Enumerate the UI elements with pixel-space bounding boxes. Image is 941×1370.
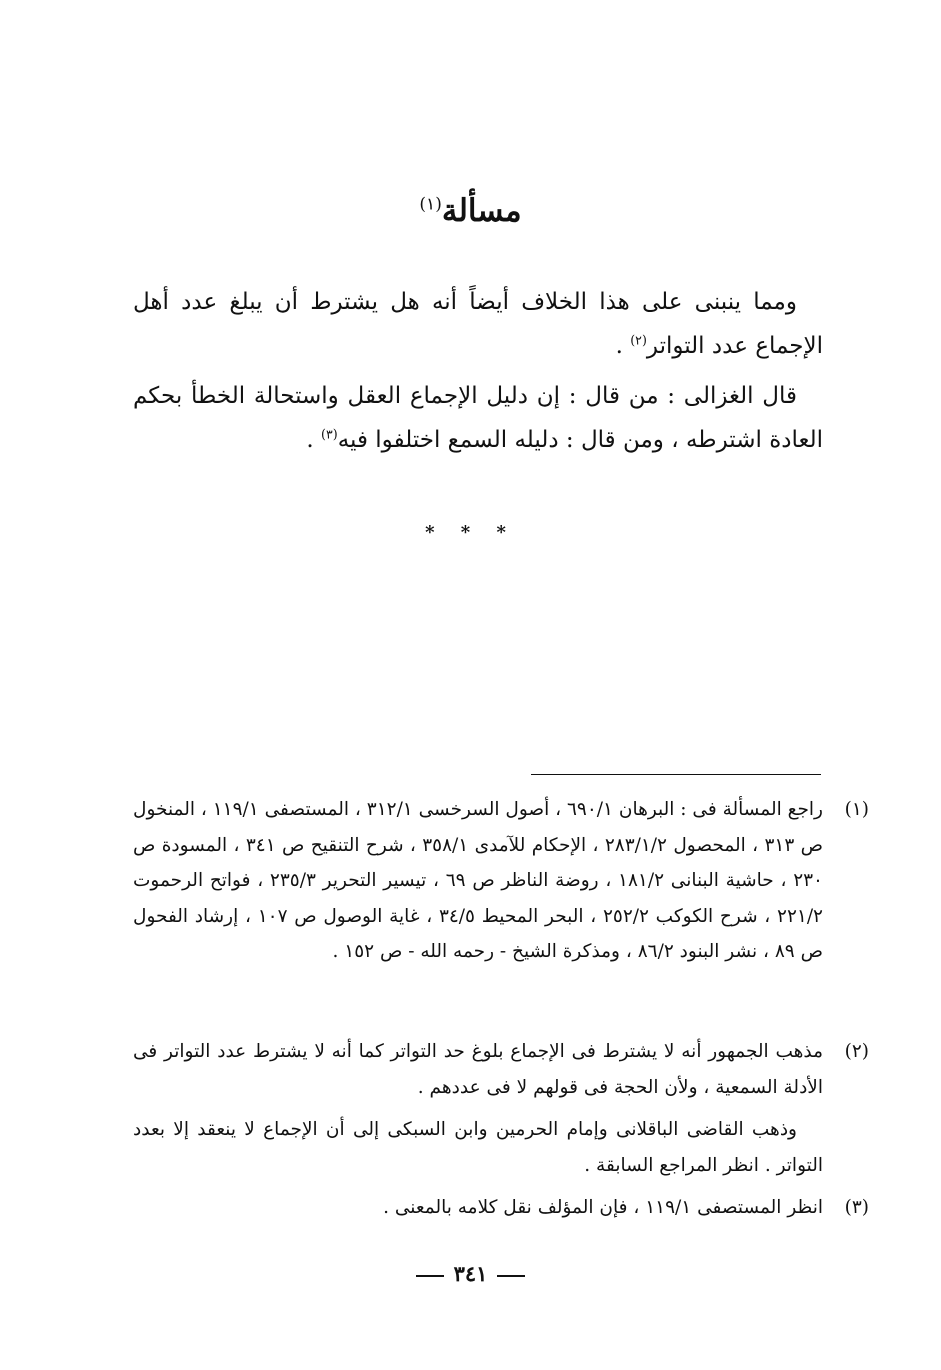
dash-right: [416, 1275, 444, 1277]
footnote-2-continuation: [133, 1112, 823, 1183]
footnote-2-text: مذهب الجمهور أنه لا يشترط فى الإجماع بلوغ حد التواتر كما أنه لا يشترط عدد التواتر فى الأدلة السمعية ، ولأن الحجة فى قولهم لا فى عددهم .: [133, 1041, 823, 1098]
section-title: [0, 188, 941, 234]
page-number: ٣٤١: [453, 1261, 488, 1286]
paragraph-2-tail: .: [306, 427, 322, 453]
footnote-2: [133, 1034, 869, 1105]
paragraph-1-tail: .: [615, 333, 631, 359]
paragraph-1-text: ومما ينبنى على هذا الخلاف أيضاً أنه هل يشترط أن يبلغ عدد أهل الإجماع عدد التواتر: [133, 289, 823, 359]
footnote-2-continuation-text: وذهب القاضى الباقلانى وإمام الحرمين وابن السبكى إلى أن الإجماع لا ينعقد إلا بعدد التواتر . انظر المراجع السابقة .: [133, 1119, 823, 1176]
footnote-3-number: (٣): [844, 1197, 869, 1218]
paragraph-2-text: قال الغزالى : من قال : إن دليل الإجماع العقل واستحالة الخطأ بحكم العادة اشترطه ، ومن قال : دليله السمع اختلفوا فيه: [133, 383, 823, 453]
section-title-text: مسألة: [441, 193, 522, 229]
page-number-footer: [0, 1258, 941, 1290]
footnote-3: [133, 1190, 869, 1226]
paragraph-1-footnote-ref[interactable]: (٢): [630, 332, 647, 348]
dash-left: [497, 1275, 525, 1277]
body-paragraph-1: [133, 280, 823, 368]
section-separator: * * *: [425, 522, 516, 543]
footnote-divider: [531, 774, 821, 775]
footnote-1-number: (١): [844, 799, 869, 820]
footnote-1-text: راجع المسألة فى : البرهان ٦٩٠/١ ، أصول السرخسى ٣١٢/١ ، المستصفى ١١٩/١ ، المنخول ص ٣١٣ ، المحصول ٢٨٣/١/٢ ، الإحكام للآمدى ٣٥٨/١ ، شرح التنقيح ص ٣٤١ ، المسودة ص ٢٣٠ ، حاشية البنانى ١٨١/٢ ، روضة الناظر ص ٦٩ ، تيسير التحرير ٢٣٥/٣ ، فواتح الرحموت ٢٢١/٢ ، شرح الكوكب ٢٥٢/٢ ، البحر المحيط ٣٤/٥ ، غاية الوصول ص ١٠٧ ، إرشاد الفحول ص ٨٩ ، نشر البنود ٨٦/٢ ، ومذكرة الشيخ - رحمه الله - ص ١٥٢ .: [133, 799, 823, 962]
footnote-2-number: (٢): [844, 1041, 869, 1062]
body-paragraph-2: [133, 374, 823, 462]
title-footnote-ref[interactable]: (١): [419, 194, 442, 215]
paragraph-2-footnote-ref[interactable]: (٣): [321, 426, 338, 442]
footnote-1: [133, 792, 869, 970]
footnote-3-text: انظر المستصفى ١١٩/١ ، فإن المؤلف نقل كلامه بالمعنى .: [383, 1197, 823, 1218]
